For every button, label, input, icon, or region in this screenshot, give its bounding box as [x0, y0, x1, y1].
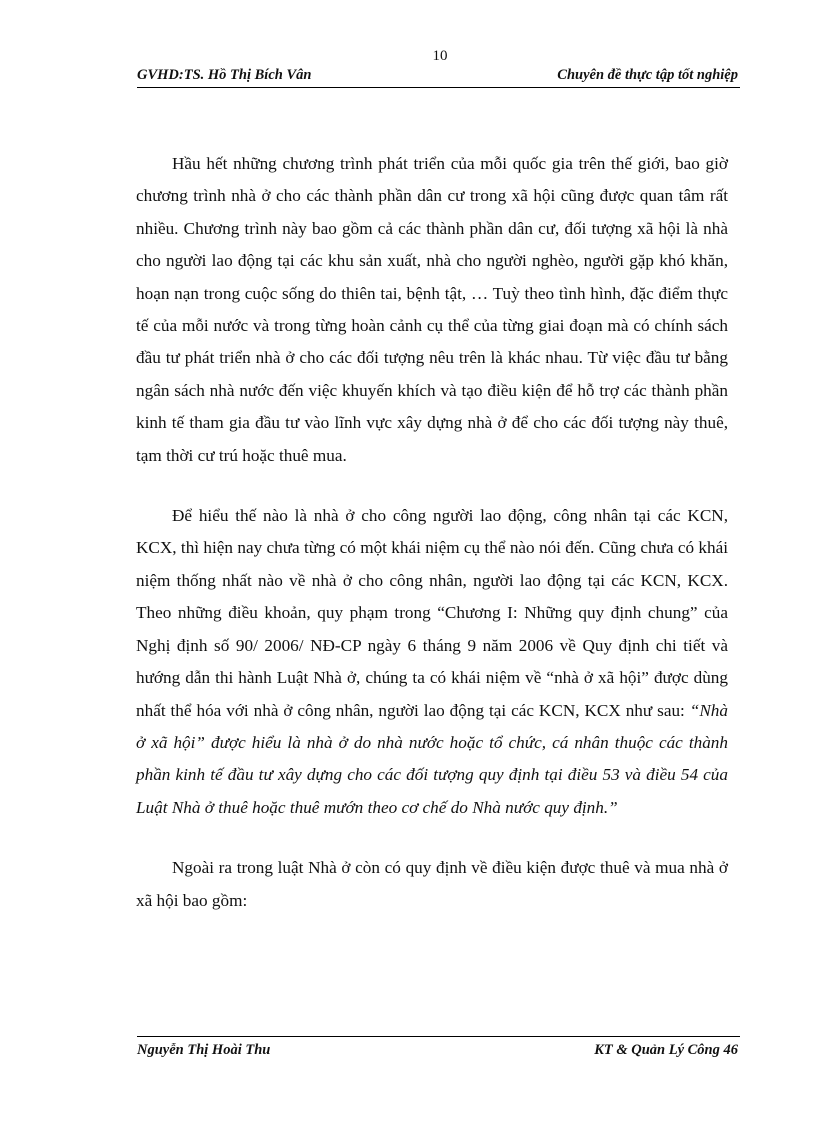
paragraph-1: Hầu hết những chương trình phát triển của mỗi quốc gia trên thế giới, bao giờ chương trình nhà ở cho các thành phần dân cư trong xã hội cũng được quan tâm rất nhiều. Chương trình này bao gồm cả các thành phần dân cư, đối tượng xã hội là nhà cho người lao động tại các khu sản xuất, nhà cho người nghèo, người gặp khó khăn, hoạn nạn trong cuộc sống do thiên tai, bệnh tật, … Tuỳ theo tình hình, đặc điểm thực tế của mỗi nước và trong từng hoàn cảnh cụ thể của từng giai đoạn mà có chính sách đầu tư phát triển nhà ở cho các đối tượng nêu trên là khác nhau. Từ việc đầu tư bằng ngân sách nhà nước đến việc khuyến khích và tạo điều kiện để hỗ trợ các thành phần kinh tế tham gia đầu tư vào lĩnh vực xây dựng nhà ở để cho các đối tượng này thuê, tạm thời cư trú hoặc thuê mua. [136, 154, 728, 465]
page-footer [137, 1036, 740, 1061]
page-number: 10 [432, 48, 448, 64]
paragraph-2-text: Để hiểu thế nào là nhà ở cho công người lao động, công nhân tại các KCN, KCX, thì hiện nay chưa từng có một khái niệm cụ thể nào nói đến. Cũng chưa có khái niệm thống nhất nào về nhà ở cho công nhân, người lao động tại các KCN, KCX. Theo những điều khoản, quy phạm trong “Chương I: Những quy định chung” của Nghị định số 90/ 2006/ NĐ-CP ngày 6 tháng 9 năm 2006 về Quy định chi tiết và hướng dẫn thi hành Luật Nhà ở, chúng ta có khái niệm về “nhà ở xã hội” được dùng nhất thể hóa với nhà ở công nhân, người lao động tại các KCN, KCX như sau: [136, 506, 728, 720]
paragraph-2-quote: “Nhà ở xã hội” được hiểu là nhà ở do nhà nước hoặc tổ chức, cá nhân thuộc các thành phần kinh tế đầu tư xây dựng cho các đối tượng quy định tại điều 53 và điều 54 của Luật Nhà ở thuê hoặc thuê mướn theo cơ chế do Nhà nước quy định.” [136, 700, 728, 817]
footer-class: KT & Quản Lý Công 46 [594, 1042, 738, 1058]
document-body [136, 148, 728, 917]
paragraph-3: Ngoài ra trong luật Nhà ở còn có quy định về điều kiện được thuê và mua nhà ở xã hội bao gồm: [136, 858, 728, 910]
paragraph-2 [136, 500, 728, 824]
page-header [137, 67, 740, 88]
footer-author: Nguyễn Thị Hoài Thu [137, 1042, 271, 1058]
header-document-type: Chuyên đề thực tập tốt nghiệp [557, 67, 738, 83]
header-advisor: GVHD:TS. Hồ Thị Bích Vân [137, 67, 312, 83]
